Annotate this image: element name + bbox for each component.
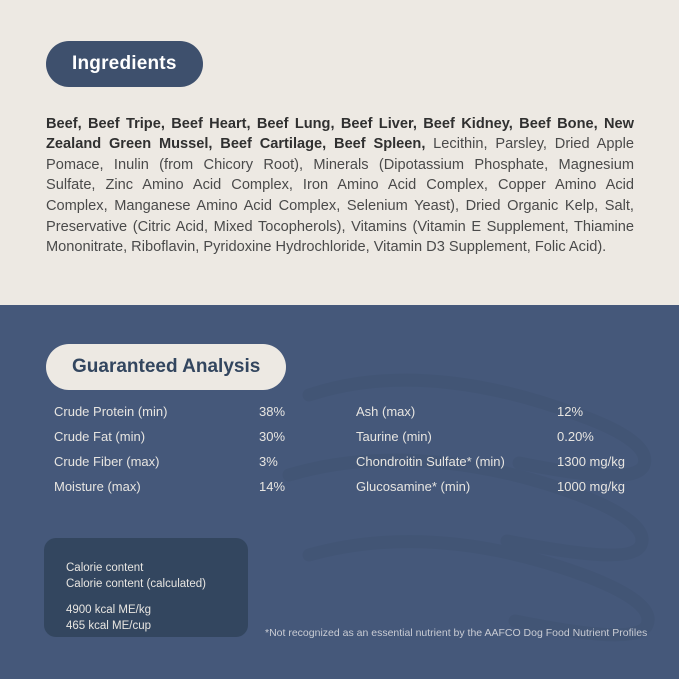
analysis-label: Taurine (min) — [356, 429, 432, 444]
calorie-value-1: 4900 kcal ME/kg — [66, 604, 152, 616]
analysis-label: Glucosamine* (min) — [356, 479, 471, 494]
analysis-column-right — [356, 404, 636, 504]
aafco-footnote: *Not recognized as an essential nutrient by the AAFCO Dog Food Nutrient Profiles — [265, 627, 648, 639]
ingredients-heading-pill — [46, 41, 203, 87]
analysis-value: 38% — [259, 404, 286, 419]
table-row — [54, 454, 314, 479]
analysis-value: 14% — [259, 479, 286, 494]
analysis-label: Moisture (max) — [54, 479, 141, 494]
ingredients-heading-label: Ingredients — [46, 41, 203, 87]
analysis-label: Crude Protein (min) — [54, 404, 168, 419]
ingredients-primary-list: Beef, Beef Tripe, Beef Heart, Beef Lung, Beef Liver, Beef Kidney, Beef Bone, New Zealand Green Mussel, Beef Cartilage, Beef Spleen, — [46, 115, 634, 153]
ingredients-section — [0, 0, 679, 305]
guaranteed-analysis-section — [0, 305, 679, 679]
ingredients-body — [46, 114, 634, 258]
analysis-value: 30% — [259, 429, 286, 444]
table-row — [356, 479, 636, 504]
analysis-value: 3% — [259, 454, 278, 469]
analysis-value: 0.20% — [557, 429, 594, 444]
analysis-value: 12% — [557, 404, 584, 419]
analysis-heading-pill — [46, 344, 286, 390]
analysis-column-left — [54, 404, 314, 504]
table-row — [356, 454, 636, 479]
table-row — [356, 404, 636, 429]
analysis-label: Crude Fiber (max) — [54, 454, 160, 469]
analysis-heading-label: Guaranteed Analysis — [46, 344, 286, 390]
table-row — [54, 479, 314, 504]
calorie-label-2: Calorie content (calculated) — [66, 577, 206, 590]
table-row — [54, 429, 314, 454]
analysis-label: Chondroitin Sulfate* (min) — [356, 454, 505, 469]
calorie-content-text — [66, 561, 206, 634]
analysis-value: 1300 mg/kg — [557, 454, 625, 469]
table-row — [54, 404, 314, 429]
ingredients-secondary-list: Lecithin, Parsley, Dried Apple Pomace, Inulin (from Chicory Root), Minerals (Dipotassium Phosphate, Magnesium Sulfate, Zinc Amino Acid Complex, Iron Amino Acid Complex, Copper Amino Acid Complex, Manganese Amino Acid Complex, Selenium Yeast), Dried Organic Kelp, Salt, Preservative (Citric Acid, Mixed Tocopherols), Vitamins (Vitamin E Supplement, Thiamine Mononitrate, Riboflavin, Pyridoxine Hydrochloride, Vitamin D3 Supplement, Folic Acid). — [46, 136, 634, 256]
calorie-content-box — [44, 538, 248, 637]
analysis-label: Ash (max) — [356, 404, 416, 419]
analysis-value: 1000 mg/kg — [557, 479, 625, 494]
table-row — [356, 429, 636, 454]
calorie-label-1: Calorie content — [66, 562, 144, 574]
analysis-label: Crude Fat (min) — [54, 429, 146, 444]
calorie-value-2: 465 kcal ME/cup — [66, 619, 152, 632]
